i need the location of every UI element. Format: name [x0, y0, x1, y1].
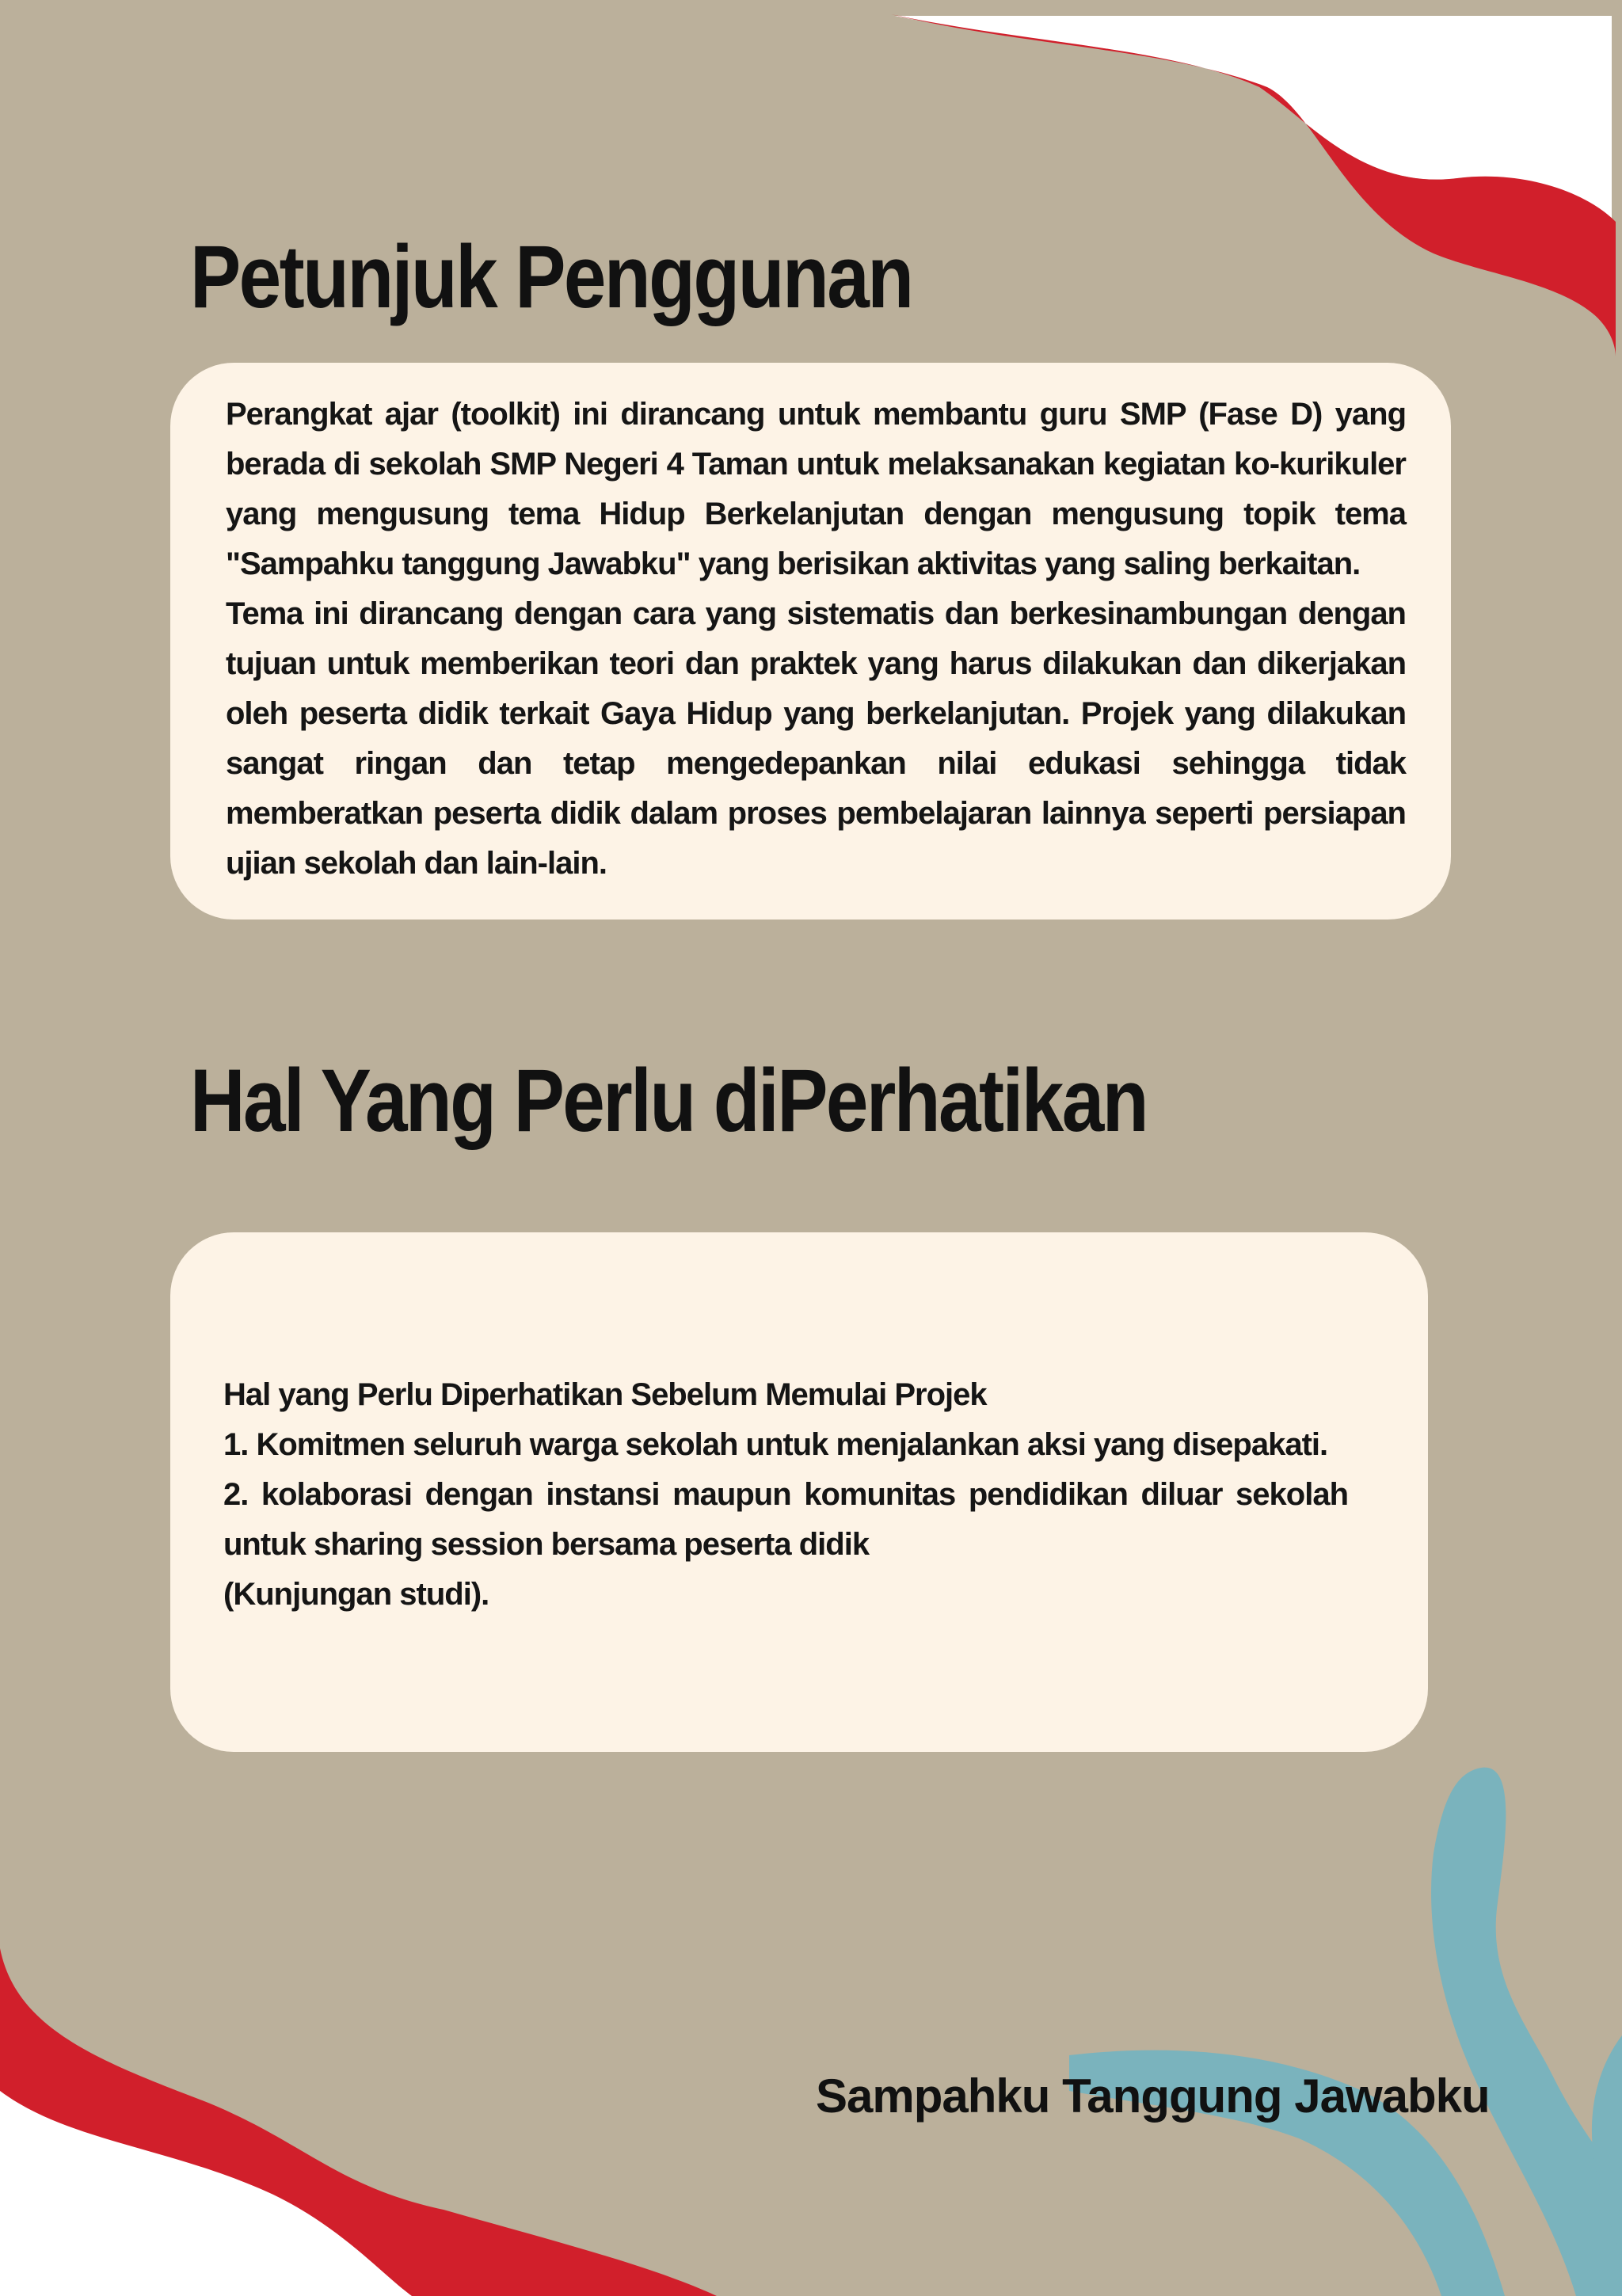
notes-intro: Hal yang Perlu Diperhatikan Sebelum Memulai Projek	[223, 1377, 987, 1412]
notes-item-1: 1. Komitmen seluruh warga sekolah untuk menjalankan aksi yang disepakati.	[223, 1427, 1328, 1462]
notes-item-2-note: (Kunjungan studi).	[223, 1577, 489, 1612]
section2-title: Hal Yang Perlu diPerhatikan	[190, 1051, 1147, 1150]
instructions-paragraph-1: Perangkat ajar (toolkit) ini dirancang untuk membantu guru SMP (Fase D) yang berada di sekolah SMP Negeri 4 Taman untuk melaksanakan kegiatan ko-kurikuler yang mengusung tema Hidup Berkelanjutan dengan mengusung topik tema "Sampahku tanggung Jawabku" yang berisikan aktivitas yang saling berkaitan.	[226, 397, 1406, 581]
footer-tagline: Sampahku Tanggung Jawabku	[816, 2069, 1490, 2123]
section1-title: Petunjuk Penggunan	[190, 227, 912, 326]
notes-text	[223, 1370, 1348, 1620]
notes-item-2-continued: untuk sharing session bersama peserta didik	[223, 1527, 870, 1562]
notes-item-2: 2. kolaborasi dengan instansi maupun komunitas pendidikan diluar sekolah	[223, 1477, 1348, 1512]
instructions-card	[170, 363, 1451, 920]
instructions-text	[226, 390, 1406, 889]
notes-card	[170, 1232, 1428, 1752]
instructions-paragraph-2: Tema ini dirancang dengan cara yang sistematis dan berkesinambungan dengan tujuan untuk memberikan teori dan praktek yang harus dilakukan dan dikerjakan oleh peserta didik terkait Gaya Hidup yang berkelanjutan. Projek yang dilakukan sangat ringan dan tetap mengedepankan nilai edukasi sehingga tidak memberatkan peserta didik dalam proses pembelajaran lainnya seperti persiapan ujian sekolah dan lain-lain.	[226, 596, 1406, 881]
